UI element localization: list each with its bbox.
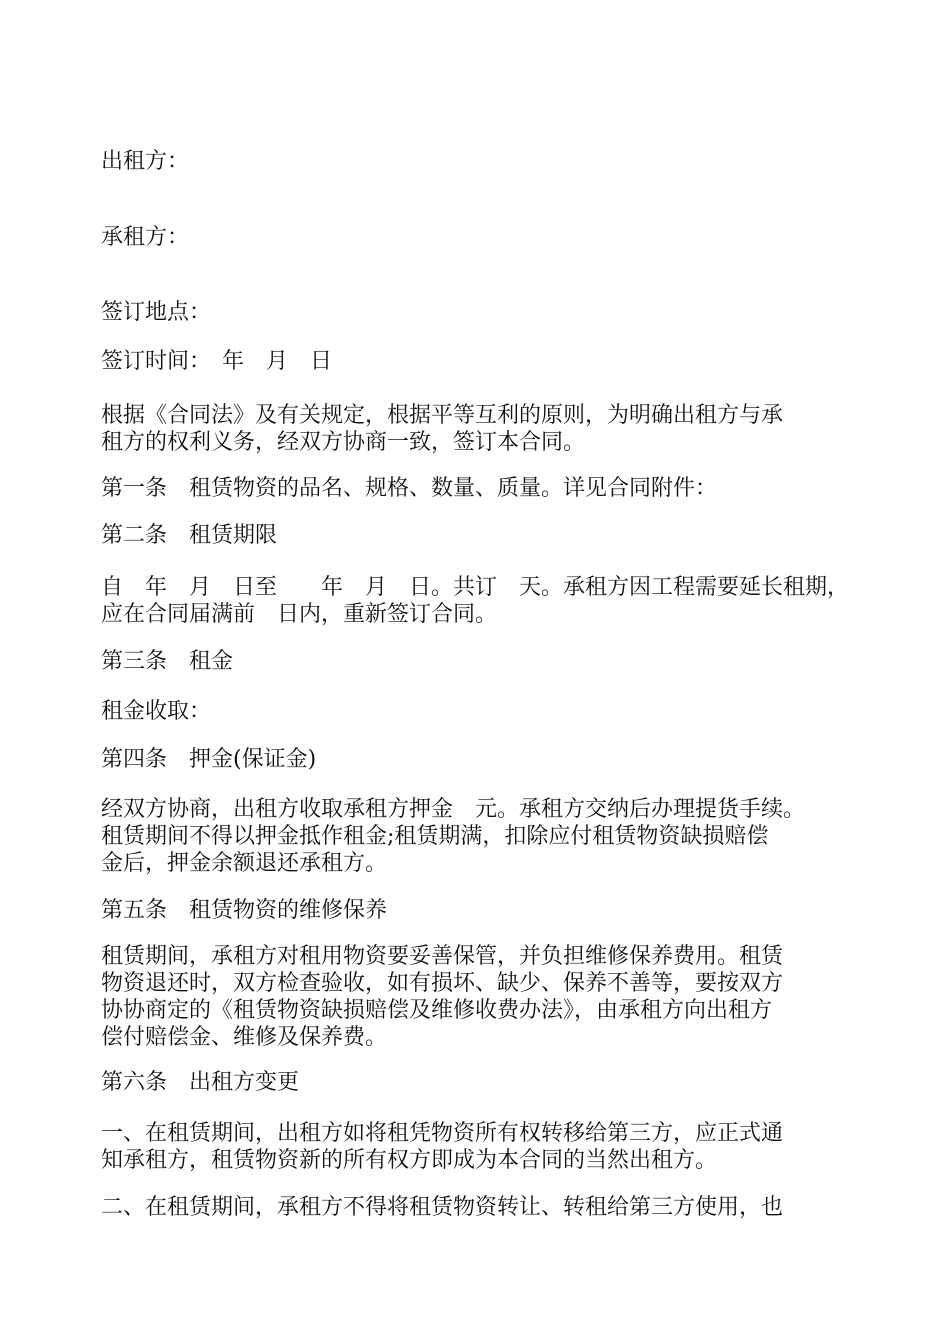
lessor-label: 出租方： (101, 149, 190, 174)
article-4-line: 租赁期间不得以押金抵作租金;租赁期满，扣除应付租赁物资缺损赔偿 (101, 824, 769, 849)
article-6-item-1-line: 一、在租赁期间，出租方如将租凭物资所有权转移给第三方，应正式通 (101, 1121, 784, 1146)
article-3-title: 第三条 租金 (101, 649, 234, 674)
article-6-item-2-line: 二、在租赁期间，承租方不得将租赁物资转让、转租给第三方使用，也 (101, 1195, 784, 1220)
preamble-line: 根据《合同法》及有关规定，根据平等互利的原则，为明确出租方与承 (101, 403, 784, 428)
article-6-item-1 (101, 1120, 901, 1174)
article-2-line: 应在合同届满前 日内，重新签订合同。 (101, 602, 498, 627)
lessee-label: 承租方： (101, 225, 190, 250)
sign-time-label: 签订时间： 年 月 日 (101, 349, 333, 374)
article-4-title: 第四条 押金(保证金) (101, 747, 317, 772)
article-3-body: 租金收取： (101, 699, 212, 724)
article-4-body (101, 796, 901, 877)
article-2-body (101, 574, 901, 628)
article-1: 第一条 租赁物资的品名、规格、数量、质量。详见合同附件： (101, 476, 718, 501)
article-4-line: 金后，押金余额退还承租方。 (101, 851, 388, 876)
sign-place-label: 签订地点： (101, 300, 212, 325)
article-5-line: 物资退还时，双方检查验收，如有损坏、缺少、保养不善等，要按双方 (101, 971, 784, 996)
article-6-item-2 (101, 1194, 901, 1221)
article-5-body (101, 943, 901, 1051)
article-6-title: 第六条 出租方变更 (101, 1070, 300, 1095)
article-5-line: 协协商定的《租赁物资缺损赔偿及维修收费办法》，由承租方向出租方 (101, 998, 773, 1023)
article-4-line: 经双方协商，出租方收取承租方押金 元。承租方交纳后办理提货手续。 (101, 797, 806, 822)
article-2-line: 自 年 月 日至 年 月 日。共订 天。承租方因工程需要延长租期， (101, 575, 850, 600)
article-6-item-1-line: 知承租方，租赁物资新的所有权方即成为本合同的当然出租方。 (101, 1148, 718, 1173)
article-5-line: 偿付赔偿金、维修及保养费。 (101, 1025, 388, 1050)
preamble-line: 租方的权利义务，经双方协商一致，签订本合同。 (101, 430, 586, 455)
article-5-line: 租赁期间，承租方对租用物资要妥善保管，并负担维修保养费用。租赁 (101, 944, 784, 969)
article-2-title: 第二条 租赁期限 (101, 523, 278, 548)
article-5-title: 第五条 租赁物资的维修保养 (101, 898, 388, 923)
preamble-paragraph (101, 402, 901, 456)
